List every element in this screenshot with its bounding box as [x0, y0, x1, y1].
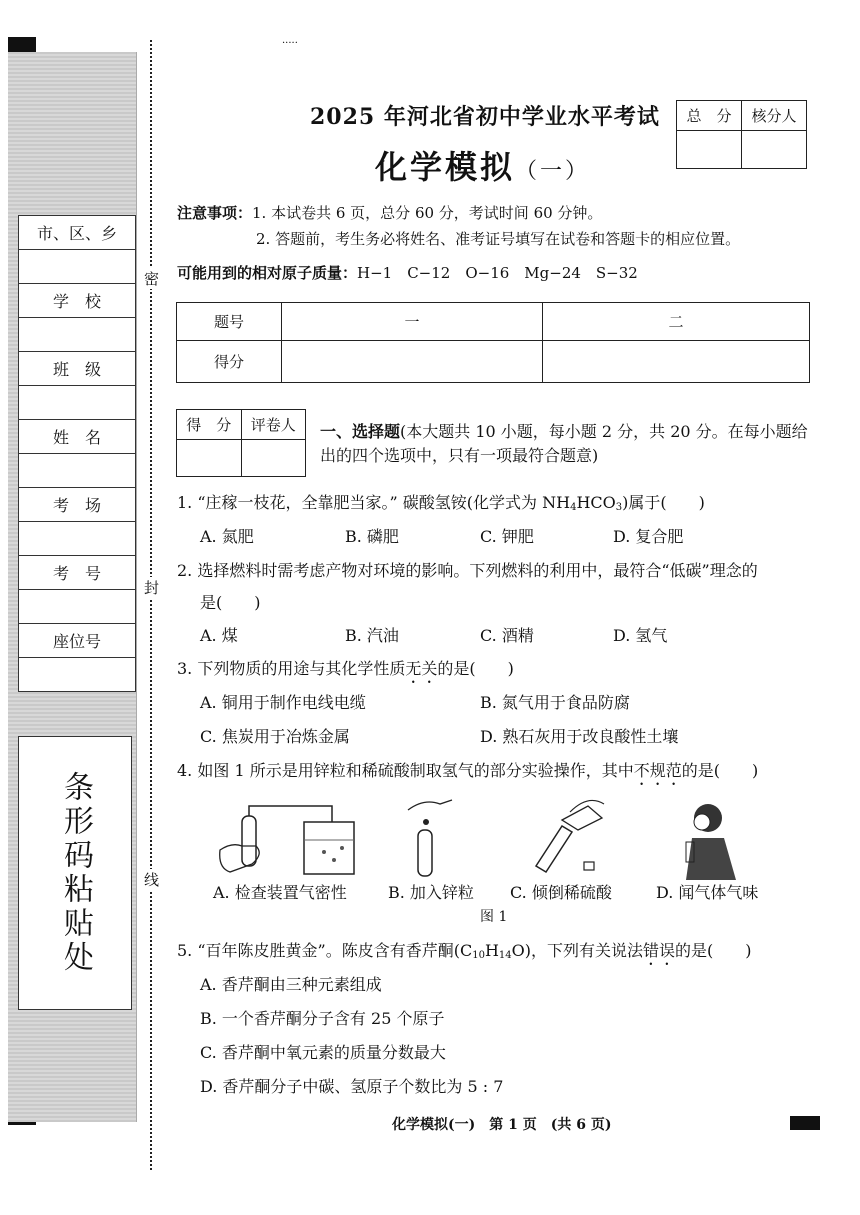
score-header-part1: 一: [282, 303, 543, 341]
q2-option-c[interactable]: C. 酒精: [480, 626, 534, 645]
q4-option-b[interactable]: B. 加入锌粒: [388, 883, 474, 902]
q2-stem-2: 是( ): [200, 593, 261, 612]
seal-char-mi: 密: [144, 270, 160, 288]
score-row-label: 得分: [177, 341, 282, 383]
field-class: 班 级: [19, 352, 136, 386]
atomic-mass-line: [177, 262, 638, 284]
question-score-table: [176, 302, 810, 383]
q1-option-d[interactable]: D. 复合肥: [613, 527, 684, 546]
q3-stem: [177, 658, 514, 687]
exam-title: 2025 年河北省初中学业水平考试: [310, 104, 660, 130]
score-header-part2: 二: [543, 303, 810, 341]
q3-option-a[interactable]: A. 铜用于制作电线电缆: [200, 693, 366, 712]
figure-a-airtightness: [212, 802, 362, 880]
q1-sub1: 4: [570, 502, 577, 513]
total-score-box: [676, 100, 807, 169]
q4-option-a[interactable]: A. 检查装置气密性: [213, 883, 347, 902]
q3-stem-a: 3. 下列物质的用途与其化学性质: [177, 659, 406, 678]
q3-option-b[interactable]: B. 氮气用于食品防腐: [480, 693, 630, 712]
grader-cell[interactable]: [241, 440, 306, 477]
field-school-input[interactable]: [19, 318, 136, 352]
q4-stem-a: 4. 如图 1 所示是用锌粒和稀硫酸制取氢气的部分实验操作，其中: [177, 761, 634, 780]
notice-text-1: 1. 本试卷共 6 页，总分 60 分，考试时间 60 分钟。: [252, 204, 603, 222]
figure-caption: 图 1: [480, 909, 508, 925]
field-name: 姓 名: [19, 420, 136, 454]
score-cell-part2[interactable]: [543, 341, 810, 383]
subject-name: 化学模拟: [375, 148, 516, 186]
figure-d-smell-gas: [678, 796, 748, 880]
q3-emphasis: 无关: [405, 659, 438, 678]
q2-stem-1: 2. 选择燃料时需考虑产物对环境的影响。下列燃料的利用中，最符合“低碳”理念的: [177, 561, 758, 580]
q5-mid: H: [484, 941, 499, 960]
section1-desc-1: (本大题共 10 小题，每小题 2 分，共 20 分。在每小题给: [400, 422, 808, 441]
q4-option-c[interactable]: C. 倾倒稀硫酸: [510, 883, 612, 902]
section1-heading: 一、选择题: [320, 422, 401, 441]
field-name-input[interactable]: [19, 454, 136, 488]
q5-option-a[interactable]: A. 香芹酮由三种元素组成: [200, 975, 382, 994]
field-room-input[interactable]: [19, 522, 136, 556]
section1-desc-2: 出的四个选项中，只有一项最符合题意): [320, 446, 599, 465]
q1-sub2: 3: [615, 502, 623, 513]
figure-b-add-zinc: [400, 796, 470, 880]
atomic-label: 可能用到的相对原子质量：: [177, 264, 358, 282]
grader-label: 评卷人: [241, 410, 306, 440]
q2-option-a[interactable]: A. 煤: [200, 626, 238, 645]
grader-score-cell[interactable]: [177, 440, 242, 477]
q4-option-d[interactable]: D. 闻气体气味: [656, 883, 759, 902]
q1-option-b[interactable]: B. 磷肥: [345, 527, 399, 546]
student-info-table: [18, 215, 136, 692]
q5-sub2: 14: [498, 950, 512, 961]
field-region-input[interactable]: [19, 250, 136, 284]
q5-option-b[interactable]: B. 一个香芹酮分子含有 25 个原子: [200, 1009, 445, 1028]
notice-line-2: 2. 答题前，考生务必将姓名、准考证号填写在试卷和答题卡的相应位置。: [256, 230, 741, 248]
q4-emphasis: 不规范: [633, 761, 682, 780]
figure-c-pour-acid: [518, 796, 608, 880]
q5-option-c[interactable]: C. 香芹酮中氧元素的质量分数最大: [200, 1043, 446, 1062]
registration-mark-top-left: [8, 37, 36, 52]
q4-stem-b: 的是( ): [681, 761, 759, 780]
q5-sub1: 10: [472, 950, 485, 961]
seal-char-feng: 封: [144, 579, 160, 597]
q5-stem-b: O)，下列有关说法: [511, 941, 643, 960]
q1-stem-a: 1. “庄稼一枝花，全靠肥当家。” 碳酸氢铵(化学式为 NH: [177, 493, 571, 512]
field-seat: 座位号: [19, 624, 136, 658]
q1-option-a[interactable]: A. 氮肥: [200, 527, 254, 546]
atomic-values: H−1 C−12 O−16 Mg−24 S−32: [357, 264, 638, 282]
stamp-dots: ·····: [282, 38, 298, 49]
notice-line-1: [177, 202, 602, 224]
registration-mark-bottom-right: [790, 1116, 820, 1130]
section1-line-1: [320, 421, 808, 443]
total-score-cell[interactable]: [677, 131, 742, 169]
q4-stem: [177, 760, 758, 789]
q1-option-c[interactable]: C. 钾肥: [480, 527, 534, 546]
field-region: 市、区、乡: [19, 216, 136, 250]
total-score-label: 总 分: [677, 101, 742, 131]
field-exam-number: 考 号: [19, 556, 136, 590]
grader-box: [176, 409, 306, 477]
q3-stem-b: 的是( ): [437, 659, 514, 678]
checker-label: 核分人: [742, 101, 807, 131]
q3-option-d[interactable]: D. 熟石灰用于改良酸性土壤: [480, 727, 679, 746]
field-school: 学 校: [19, 284, 136, 318]
notice-label: 注意事项：: [177, 204, 253, 222]
q5-stem-c: 的是( ): [675, 941, 752, 960]
q2-option-b[interactable]: B. 汽油: [345, 626, 399, 645]
seal-dotted-line: [150, 40, 152, 1170]
field-class-input[interactable]: [19, 386, 136, 420]
q1-stem-b: HCO: [576, 493, 616, 512]
q5-stem: [177, 940, 752, 969]
grader-score-label: 得 分: [177, 410, 242, 440]
q3-option-c[interactable]: C. 焦炭用于冶炼金属: [200, 727, 350, 746]
checker-cell[interactable]: [742, 131, 807, 169]
page-footer: 化学模拟(一) 第 1 页 (共 6 页): [392, 1117, 612, 1133]
q5-emphasis: 错误: [643, 941, 676, 960]
score-header-label: 题号: [177, 303, 282, 341]
q2-option-d[interactable]: D. 氢气: [613, 626, 668, 645]
seal-char-xian: 线: [144, 871, 160, 889]
field-room: 考 场: [19, 488, 136, 522]
barcode-area[interactable]: 条形码粘贴处: [18, 736, 132, 1010]
subject-title: [375, 142, 590, 188]
score-cell-part1[interactable]: [282, 341, 543, 383]
q1-stem: [177, 492, 705, 519]
q1-stem-c: )属于( ): [622, 493, 705, 512]
q5-option-d[interactable]: D. 香芹酮分子中碳、氢原子个数比为 5 : 7: [200, 1077, 504, 1096]
field-seat-input[interactable]: [19, 658, 136, 692]
subject-suffix: （一）: [515, 159, 591, 184]
field-exam-number-input[interactable]: [19, 590, 136, 624]
q5-stem-a: 5. “百年陈皮胜黄金”。陈皮含有香芹酮(C: [177, 941, 473, 960]
